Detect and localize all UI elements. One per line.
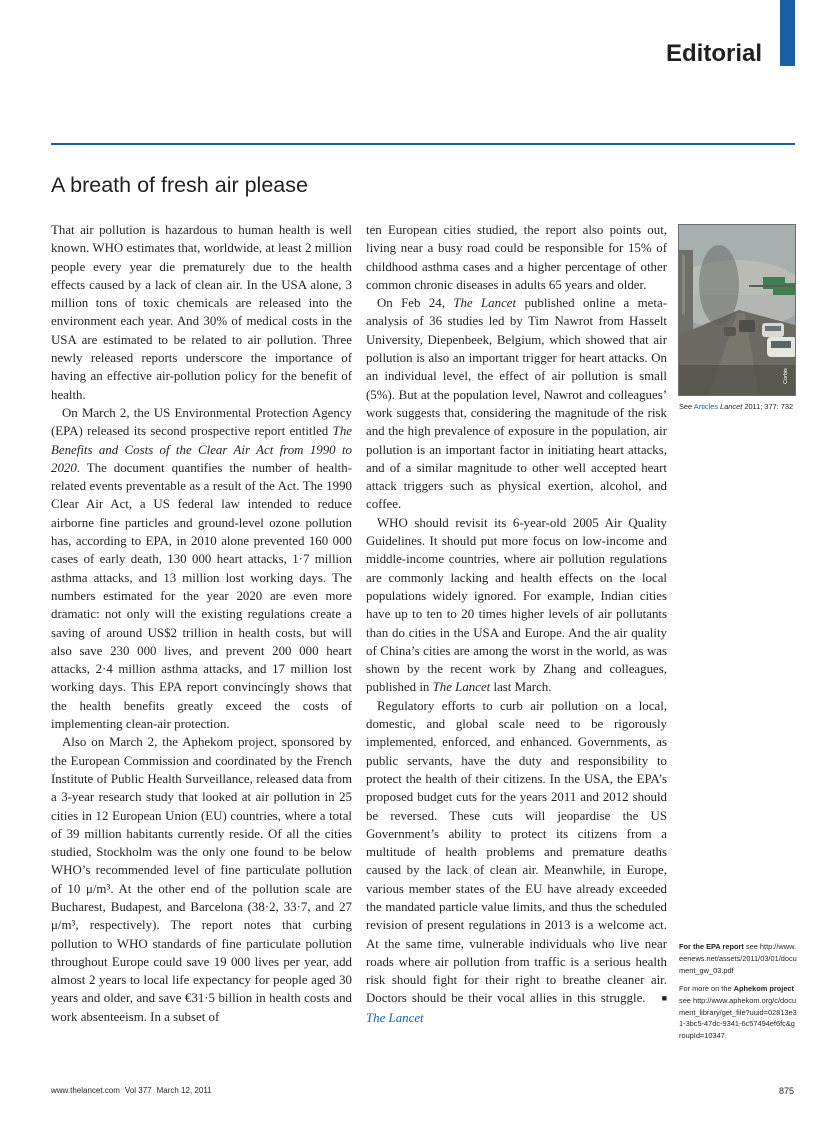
page-number: 875 (778, 1086, 794, 1096)
epa-report-link[interactable]: see http://www.eenews.net/assets/2011/03/01/document_gw_03.pdf (679, 942, 797, 975)
journal-name: The Lancet (453, 296, 517, 311)
articles-link[interactable]: Articles (693, 402, 719, 411)
footer-volume: Vol 377 (124, 1086, 152, 1095)
end-mark-icon: ■ (661, 993, 667, 1004)
epa-report-note (679, 941, 799, 976)
photo-credit: Corbis (783, 368, 789, 384)
text-run: last March. (490, 680, 552, 695)
section-color-tab (780, 0, 795, 66)
journal-name: The Lancet (432, 680, 491, 695)
see-also-note (679, 401, 829, 413)
journal-name: Lancet (718, 402, 743, 411)
article-column-2 (366, 221, 667, 1027)
text-run: Regulatory efforts to curb air pollution on a local, domestic, and global scale need to be rigorously implemented, enforced, and enhanced. Governments, as public servants, have the duty and responsibility to protect the health of their citizens. In the USA, the EPA’s proposed budget cuts for the years 2011 and 2012 should be reversed. These cuts will jeopardise the US Government’s ability to protect its citizens from a multitude of health problems and premature deaths caused by the lack of clean air. Meanwhile, in Europe, various member states of the EU have already exceeded the mandated particle value limits, and thus the scheduled revision of present regulations in 2013 is a welcome act. At the same time, vulnerable individuals who live near roads where air pollution from traffic is a serious health risk should fight for their right to breathe cleaner air. Doctors should be their vocal allies in this struggle. (366, 698, 667, 1006)
footer-date: March 12, 2011 (156, 1086, 212, 1095)
article-title: A breath of fresh air please (51, 173, 308, 197)
text-run: WHO should revisit its 6-year-old 2005 Air Quality Guidelines. It should put more focus on low-income and middle-income countries, where air pollution regulations are commonly lacking and health effects on the local populations widely ignored. For example, Indian cities have up to ten to 20 times higher levels of air pollutants than do cities in the USA and Europe. And the air quality of China’s cities are among the worst in the world, as was shown by the recent work by Zhang and colleagues, published in (366, 515, 667, 695)
paragraph: That air pollution is hazardous to human health is well known. WHO estimates that, worldwide, at least 2 million people every year die prematurely due to the health effects caused by a lack of clean air. In the USA alone, 3 million tons of toxic chemicals are released into the environment each year. And 30% of medical costs in the USA are estimated to be related to air pollution. Three newly released reports underscore the importance of having an effective air-pollution policy for the benefit of health. (51, 223, 352, 402)
paragraph (366, 697, 667, 1027)
reference: 2011; 377: 732 (742, 402, 794, 411)
photo-illustration (679, 225, 795, 395)
note-heading: Aphekom project (733, 984, 795, 993)
note-heading: For the EPA report (679, 942, 744, 951)
text-run: See (679, 402, 694, 411)
footer-left (51, 1086, 212, 1095)
text-run: On Feb 24, (377, 296, 454, 311)
signature: The Lancet (366, 1010, 424, 1025)
aphekom-link[interactable]: see http://www.aphekom.org/c/document_library/get_file?uuid=02813e31-3bc5-47dc-9341-6c57494ef6fc&groupId=10347 (679, 995, 797, 1041)
paragraph: Also on March 2, the Aphekom project, sponsored by the European Commission and coordinated by the French Institute of Public Health Surveillance, released data from a 3-year research study that looked at air pollution in 25 cities in 12 European Union (EU) countries, where a total of 39 million habitants currently reside. Of all the cities studied, Stockholm was the only one found to be below WHO’s recommended level of fine particulate pollution of 10 μ/m³. At the other end of the pollution scale are Bucharest, Budapest, and Barcelona (38·2, 33·7, and 27 μ/m³, respectively). The report notes that curbing pollution to WHO standards of fine particulate pollution throughout Europe could save 19 000 lives per year, add almost 2 years to local life expectancy for people aged 30 years and older, and save €31·5 billion in health costs and work absenteeism. In a subset of (51, 735, 352, 1024)
traffic-smog-photo (678, 224, 796, 396)
text-run: published online a meta-analysis of 36 studies led by Tim Nawrot from Hasselt University, Diepenbeek, Belgium, which showed that air pollution is also an important trigger for heart attacks. On an individual level, the effect of air pollution is small (5%). But at the population level, Nawrot and colleagues’ work suggests that, considering the magnitude of the risk and the high prevalence of exposure in the population, air pollution is an important factor in initiating heart attacks, and of a similar magnitude to other well accepted heart attack triggers such as physical exertion, alcohol, and coffee. (366, 296, 667, 512)
text-run: . The document quantifies the number of health-related events preventable as a result of the Act. The 1990 Clear Air Act, a US federal law intended to reduce airborne fine particles and ground-level ozone pollution has, according to EPA, in 2010 alone prevented 160 000 cases of early death, 130 000 heart attacks, 1·7 million asthma attacks, and 13 million lost working days. The numbers estimated for the year 2020 are even more dramatic: not only will the existing regulations create a saving of around US$2 trillion in health costs, but will also save 230 000 lives, and prevent 200 000 heart attacks, 2·4 million asthma attacks, and 17 million lost working days. This EPA report convincingly shows that the health benefits greatly exceed the costs of implementing clean-air protection. (51, 460, 352, 732)
text-run: For more on the (679, 984, 734, 993)
article-column-1 (51, 221, 352, 1026)
paragraph (51, 404, 352, 733)
paragraph (366, 294, 667, 514)
section-label: Editorial (665, 40, 762, 67)
text-run: On March 2, the US Environmental Protection Agency (EPA) released its second prospective report entitled (51, 405, 352, 439)
paragraph: ten European cities studied, the report also points out, living near a busy road could be responsible for 15% of childhood asthma cases and a higher percentage of other common chronic diseases in adults 65 years and older. (366, 223, 667, 292)
aphekom-note (679, 983, 797, 1042)
report-title: The Benefits and Costs of the Clear Air Act from 1990 to 2020 (51, 424, 352, 475)
header-rule (51, 143, 795, 145)
paragraph (366, 514, 667, 697)
footer-site[interactable]: www.thelancet.com (51, 1086, 120, 1095)
